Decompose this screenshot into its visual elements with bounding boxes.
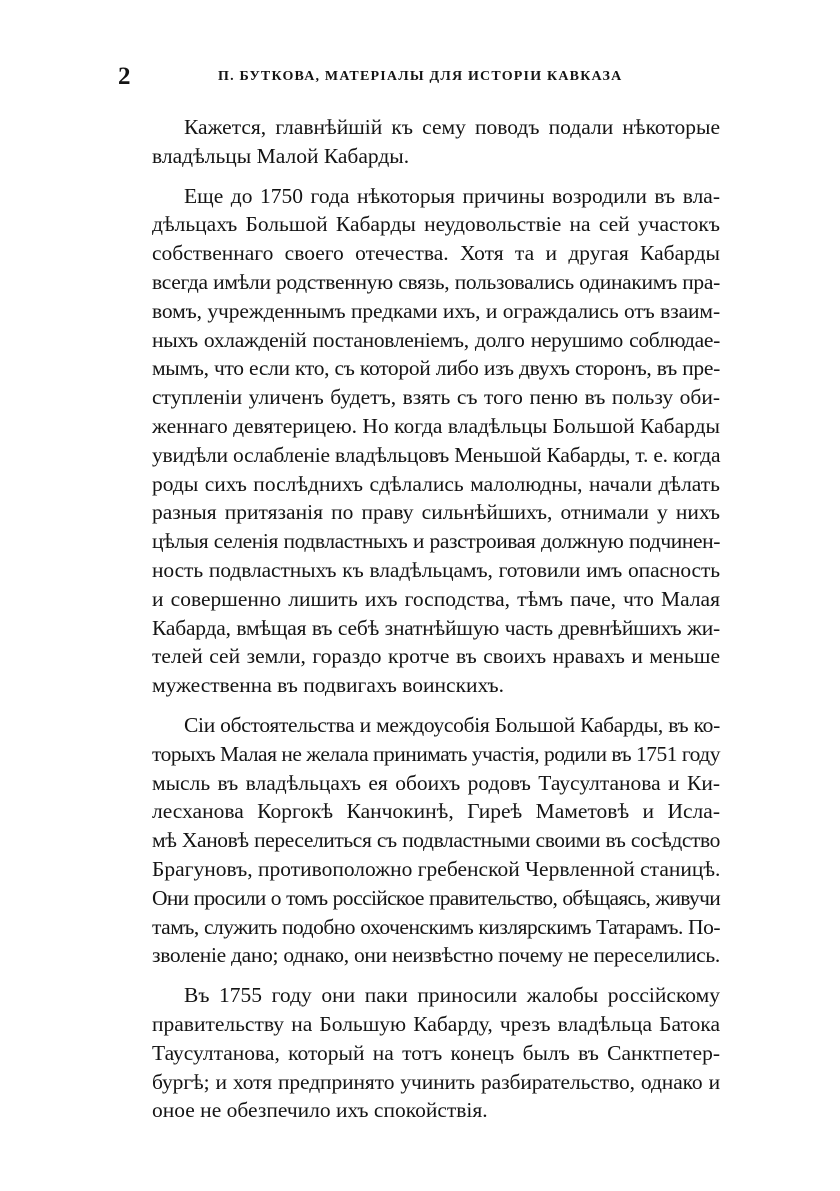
paragraph-2 xyxy=(152,182,720,700)
text-line: телей сей земли, гораздо кротче въ своихъ нравахъ и меньше xyxy=(152,644,720,669)
text-line: цѣлыя селенiя подвластныхъ и разстроивая должную подчинен- xyxy=(152,529,720,554)
text-line: правительству на Большую Кабарду, чрезъ владѣльца Батока xyxy=(152,1011,720,1036)
text-line: ныхъ охлажденiй постановленiемъ, долго нерушимо соблюдае- xyxy=(152,327,720,352)
text-line: Въ 1755 году они паки приносили жалобы россiйскому xyxy=(184,983,720,1008)
text-line: оное не обезпечило ихъ спокойствiя. xyxy=(152,1098,488,1123)
text-line: и совершенно лишить ихъ господства, тѣмъ паче, что Малая xyxy=(152,586,720,611)
text-line: роды сихъ послѣднихъ сдѣлались малолюдны, начали дѣлать xyxy=(152,471,720,496)
text-line: дѣльцахъ Большой Кабарды неудовольствiе на сей участокъ xyxy=(152,212,720,237)
text-line: бургѣ; и хотя предпринято учинить разбирательство, однако и xyxy=(152,1069,720,1094)
text-line: тамъ, служить подобно охоченскимъ кизлярскимъ Татарамъ. По- xyxy=(152,914,720,939)
text-line: увидѣли ослабленiе владѣльцовъ Меньшой Кабарды, т. е. когда xyxy=(152,442,721,467)
text-line: зволенiе дано; однако, они неизвѣстно почему не переселились. xyxy=(152,943,720,968)
text-line: Они просили о томъ россiйское правительство, обѣщаясь, живучи xyxy=(152,885,720,910)
text-line: лесханова Коргокѣ Канчокинѣ, Гиреѣ Маметовѣ и Исла- xyxy=(152,799,720,824)
paragraph-4 xyxy=(152,981,720,1125)
text-line: ность подвластныхъ къ владѣльцамъ, готовили имъ опасность xyxy=(152,557,720,582)
text-line: Кажется, главнѣйшiй къ сему поводъ подали нѣкоторые xyxy=(184,115,720,139)
text-line: всегда имѣли родственную связь, пользовались одинакимъ пра- xyxy=(152,269,720,294)
text-line: Еще до 1750 года нѣкоторыя причины возродили въ вла- xyxy=(184,183,720,208)
text-line: мымъ, что если кто, съ которой либо изъ двухъ сторонъ, въ пре- xyxy=(152,356,720,381)
text-line: мужественна въ подвигахъ воинскихъ. xyxy=(152,673,504,698)
text-line: Кабарда, вмѣщая въ себѣ знатнѣйшую часть древнѣйшихъ жи- xyxy=(152,615,720,640)
text-line: торыхъ Малая не желала принимать участiя, родили въ 1751 году xyxy=(152,741,720,766)
text-line: Брагуновъ, противоположно гребенской Червленной станицѣ. xyxy=(152,856,721,881)
text-line: владѣльцы Малой Кабарды. xyxy=(152,143,410,168)
paragraph-3 xyxy=(152,711,720,970)
text-line: ступленiи уличенъ будетъ, взять съ того пеню въ пользу оби- xyxy=(152,385,720,410)
text-line: мѣ Хановѣ переселиться съ подвластными своими въ сосѣдство xyxy=(152,828,720,853)
body-text xyxy=(152,113,720,1125)
running-head xyxy=(118,62,720,92)
text-line: вомъ, учрежденнымъ предками ихъ, и ограждались отъ взаим- xyxy=(152,298,720,323)
text-line: мысль въ владѣльцахъ ея обоихъ родовъ Таусултанова и Ки- xyxy=(152,770,720,795)
text-line: Таусултанова, который на тотъ конецъ былъ въ Санктпетер- xyxy=(152,1040,720,1065)
paragraph-1 xyxy=(152,113,720,171)
page-number: 2 xyxy=(118,63,131,90)
text-line: собственнаго своего отечества. Хотя та и другая Кабарды xyxy=(152,241,720,266)
text-line: разныя притязанiя по праву сильнѣйшихъ, отнимали у нихъ xyxy=(152,500,720,525)
text-line: Сiи обстоятельства и междоусобiя Большой Кабарды, въ ко- xyxy=(184,712,720,737)
text-line: женнаго девятерицею. Но когда владѣльцы Большой Кабарды xyxy=(152,413,720,438)
running-title: П. БУТКОВА, МАТЕРIАЛЫ ДЛЯ ИСТОРIИ КАВКАЗА xyxy=(218,69,623,84)
